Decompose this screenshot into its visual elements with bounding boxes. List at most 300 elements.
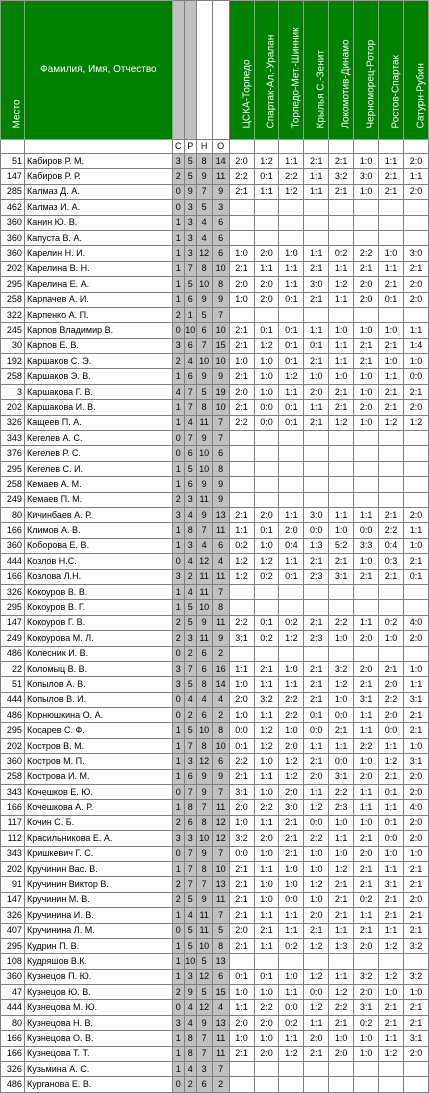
name-cell: Кабиров Р. М. [24, 154, 172, 169]
score-cell: 2:1 [304, 415, 329, 430]
score-cell [229, 200, 254, 215]
score-cell [304, 954, 329, 969]
table-row [1, 538, 429, 553]
stat-n-cell: 4 [196, 538, 212, 553]
score-cell: 1:2 [254, 723, 279, 738]
name-cell: Коборова Е. В. [24, 538, 172, 553]
stat-r-cell: 6 [184, 815, 196, 830]
place-cell: 258 [1, 369, 25, 384]
stat-col-label: О [212, 140, 229, 154]
score-cell: 3:2 [329, 169, 354, 184]
score-cell: 1:1 [403, 169, 428, 184]
score-cell: 2:0 [229, 384, 254, 399]
score-cell [403, 1062, 428, 1077]
stat-r-cell: 4 [184, 415, 196, 430]
stat-s-cell: 2 [172, 169, 184, 184]
stat-r-cell: 7 [184, 384, 196, 399]
stat-n-cell: 8 [196, 861, 212, 876]
name-cell: Карелин Н. И. [24, 246, 172, 261]
stat-o-cell: 11 [212, 169, 229, 184]
game-header [229, 1, 254, 140]
score-cell: 1:1 [304, 785, 329, 800]
game-header-label: Сатурн-Рубин [415, 63, 427, 129]
stat-n-cell: 12 [196, 1000, 212, 1015]
score-cell [329, 1077, 354, 1092]
name-cell: Кудряшов В.К. [24, 954, 172, 969]
score-cell [379, 584, 404, 599]
score-cell [304, 431, 329, 446]
score-cell [354, 446, 379, 461]
table-row [1, 861, 429, 876]
score-cell: 1:1 [403, 523, 428, 538]
score-cell: 1:0 [403, 985, 428, 1000]
name-cell: Кузнецова Н. В. [24, 1015, 172, 1030]
table-row [1, 785, 429, 800]
score-cell: 0:1 [229, 738, 254, 753]
score-cell: 2:0 [254, 292, 279, 307]
score-cell: 2:1 [403, 708, 428, 723]
place-cell: 117 [1, 815, 25, 830]
score-cell [403, 307, 428, 322]
score-cell: 1:0 [329, 1031, 354, 1046]
score-cell: 1:1 [354, 723, 379, 738]
score-cell: 1:1 [279, 384, 304, 399]
stat-n-cell: 11 [196, 569, 212, 584]
score-cell: 2:1 [304, 677, 329, 692]
stat-r-cell: 5 [184, 923, 196, 938]
score-cell: 1:0 [254, 785, 279, 800]
score-cell: 2:0 [403, 292, 428, 307]
score-cell: 3:1 [329, 769, 354, 784]
subheader-blank [304, 140, 329, 154]
stat-s-cell: 1 [172, 477, 184, 492]
score-cell: 2:0 [329, 1046, 354, 1061]
score-cell: 2:2 [229, 754, 254, 769]
stat-n-cell: 6 [196, 708, 212, 723]
stat-n-cell: 5 [196, 384, 212, 399]
score-cell: 2:0 [279, 523, 304, 538]
score-cell: 2:1 [329, 554, 354, 569]
score-cell: 1:0 [379, 985, 404, 1000]
place-cell: 30 [1, 338, 25, 353]
stat-n-cell: 12 [196, 754, 212, 769]
name-cell: Кузнецова Т. Т. [24, 1046, 172, 1061]
score-cell: 0:1 [279, 292, 304, 307]
stat-o-cell: 9 [212, 492, 229, 507]
score-cell: 1:1 [329, 507, 354, 522]
score-cell: 1:0 [354, 1031, 379, 1046]
score-cell: 2:1 [229, 261, 254, 276]
stat-s-cell: 0 [172, 708, 184, 723]
score-cell [254, 446, 279, 461]
table-row [1, 277, 429, 292]
score-cell: 1:3 [329, 938, 354, 953]
score-cell: 1:0 [304, 846, 329, 861]
score-cell: 2:0 [304, 908, 329, 923]
score-cell [229, 477, 254, 492]
stat-s-cell: 1 [172, 369, 184, 384]
place-cell: 322 [1, 307, 25, 322]
stat-o-cell: 7 [212, 1062, 229, 1077]
stat-r-cell: 2 [184, 1077, 196, 1092]
place-cell: 360 [1, 969, 25, 984]
score-cell [304, 461, 329, 476]
stat-r-cell: 8 [184, 523, 196, 538]
stat-s-cell: 2 [172, 815, 184, 830]
score-cell: 2:0 [403, 507, 428, 522]
score-cell: 1:1 [329, 354, 354, 369]
stat-o-cell: 9 [212, 769, 229, 784]
score-cell [329, 461, 354, 476]
score-cell: 2:1 [254, 661, 279, 676]
stat-r-cell: 6 [184, 477, 196, 492]
stat-o-cell: 9 [212, 292, 229, 307]
stat-n-cell: 9 [196, 431, 212, 446]
table-row [1, 1031, 429, 1046]
score-cell: 2:1 [304, 754, 329, 769]
name-cell: Кузнецов Ю. В. [24, 985, 172, 1000]
stat-o-cell: 8 [212, 277, 229, 292]
score-cell: 2:1 [379, 1000, 404, 1015]
stat-r-cell: 5 [184, 154, 196, 169]
place-cell: 326 [1, 908, 25, 923]
score-cell [354, 1077, 379, 1092]
table-row [1, 307, 429, 322]
score-cell: 2:1 [403, 554, 428, 569]
place-cell: 258 [1, 292, 25, 307]
score-cell [403, 492, 428, 507]
place-cell: 295 [1, 277, 25, 292]
stat-o-cell: 9 [212, 369, 229, 384]
score-cell: 1:0 [403, 354, 428, 369]
table-row [1, 154, 429, 169]
score-cell: 2:0 [403, 1046, 428, 1061]
score-cell [329, 584, 354, 599]
score-cell [304, 307, 329, 322]
stat-r-cell: 6 [184, 292, 196, 307]
score-cell: 0:1 [379, 815, 404, 830]
score-cell: 0:0 [304, 723, 329, 738]
score-cell: 2:2 [354, 246, 379, 261]
score-cell [279, 446, 304, 461]
stat-n-cell: 11 [196, 415, 212, 430]
score-cell: 1:0 [254, 754, 279, 769]
score-cell [254, 600, 279, 615]
table-row [1, 431, 429, 446]
stat-s-cell: 1 [172, 908, 184, 923]
name-cell: Климов А. В. [24, 523, 172, 538]
stat-s-cell: 0 [172, 692, 184, 707]
stat-r-cell: 4 [184, 1000, 196, 1015]
stat-o-cell: 6 [212, 215, 229, 230]
stat-n-cell: 10 [196, 723, 212, 738]
score-cell: 1:0 [354, 415, 379, 430]
score-cell: 0:2 [329, 246, 354, 261]
name-cell: Канин Ю. В. [24, 215, 172, 230]
stat-n-cell: 8 [196, 261, 212, 276]
stat-r-cell: 5 [184, 461, 196, 476]
stat-n-cell: 9 [196, 846, 212, 861]
score-cell: 3:2 [403, 969, 428, 984]
place-cell: 360 [1, 230, 25, 245]
score-cell: 2:0 [254, 277, 279, 292]
name-cell: Костров М. П. [24, 754, 172, 769]
score-cell: 2:0 [304, 769, 329, 784]
score-cell: 1:2 [329, 677, 354, 692]
stat-s-cell: 2 [172, 631, 184, 646]
name-cell: Карпачев А. И. [24, 292, 172, 307]
score-cell: 2:2 [304, 831, 329, 846]
score-cell [354, 492, 379, 507]
table-row [1, 754, 429, 769]
score-cell: 2:0 [229, 800, 254, 815]
score-cell: 1:2 [304, 1000, 329, 1015]
score-cell: 1:1 [354, 785, 379, 800]
subheader-blank [229, 140, 254, 154]
score-cell [254, 461, 279, 476]
score-cell: 1:1 [304, 323, 329, 338]
score-cell [254, 477, 279, 492]
score-cell [329, 600, 354, 615]
score-cell: 1:0 [254, 384, 279, 399]
score-cell: 1:0 [329, 523, 354, 538]
score-cell: 2:2 [229, 615, 254, 630]
subheader-blank [24, 140, 172, 154]
score-cell: 1:0 [254, 354, 279, 369]
score-cell: 0:1 [279, 400, 304, 415]
score-cell: 2:0 [379, 677, 404, 692]
score-cell: 1:0 [254, 892, 279, 907]
score-cell: 2:0 [403, 631, 428, 646]
stat-n-cell: 11 [196, 923, 212, 938]
stat-s-cell: 3 [172, 661, 184, 676]
score-cell: 1:3 [304, 538, 329, 553]
name-cell: Кришкевич Г. С. [24, 846, 172, 861]
table-row [1, 477, 429, 492]
table-row [1, 800, 429, 815]
score-cell: 2:1 [379, 892, 404, 907]
subheader-blank [379, 140, 404, 154]
stat-n-cell: 9 [196, 1015, 212, 1030]
score-cell: 0:1 [254, 969, 279, 984]
score-cell: 3:2 [354, 969, 379, 984]
score-cell: 2:1 [354, 923, 379, 938]
stat-r-cell: 4 [184, 1015, 196, 1030]
name-cell: Кегелев А. С. [24, 431, 172, 446]
score-cell [279, 461, 304, 476]
stat-o-cell: 6 [212, 969, 229, 984]
score-cell [254, 492, 279, 507]
score-cell: 1:0 [229, 1031, 254, 1046]
place-cell: 166 [1, 800, 25, 815]
stat-r-cell: 5 [184, 677, 196, 692]
score-cell [354, 461, 379, 476]
stat-n-cell: 9 [196, 507, 212, 522]
stat-r-cell: 3 [184, 230, 196, 245]
stat-n-cell: 8 [196, 738, 212, 753]
score-cell [354, 477, 379, 492]
score-cell: 1:1 [254, 815, 279, 830]
stat-o-cell: 7 [212, 846, 229, 861]
name-cell: Калмаз Д. А. [24, 184, 172, 199]
stat-n-cell: 12 [196, 246, 212, 261]
score-cell [403, 477, 428, 492]
score-cell: 2:1 [279, 846, 304, 861]
score-cell: 1:0 [354, 754, 379, 769]
score-cell: 1:1 [354, 908, 379, 923]
stat-n-cell: 6 [196, 1077, 212, 1092]
score-cell: 1:0 [379, 631, 404, 646]
stat-s-cell: 1 [172, 1031, 184, 1046]
score-cell: 0:2 [279, 938, 304, 953]
stat-r-cell: 7 [184, 861, 196, 876]
place-cell: 486 [1, 1077, 25, 1092]
score-cell: 2:1 [403, 384, 428, 399]
score-cell: 2:0 [304, 1031, 329, 1046]
stat-o-cell: 13 [212, 1015, 229, 1030]
score-cell: 3:1 [229, 785, 254, 800]
score-cell: 2:2 [329, 1000, 354, 1015]
score-cell: 4:0 [403, 615, 428, 630]
score-cell: 2:1 [403, 261, 428, 276]
stat-r-cell: 5 [184, 892, 196, 907]
score-cell: 0:4 [379, 538, 404, 553]
score-cell: 1:0 [354, 384, 379, 399]
stat-o-cell: 13 [212, 507, 229, 522]
score-cell [403, 230, 428, 245]
stat-o-cell: 2 [212, 646, 229, 661]
stat-r-cell: 3 [184, 246, 196, 261]
score-cell: 2:1 [279, 815, 304, 830]
name-cell: Кудрин П. В. [24, 938, 172, 953]
stat-o-cell: 5 [212, 923, 229, 938]
score-cell: 1:0 [304, 892, 329, 907]
score-cell: 1:2 [379, 969, 404, 984]
score-cell: 1:2 [329, 277, 354, 292]
score-cell [254, 1077, 279, 1092]
score-cell: 1:2 [403, 415, 428, 430]
score-cell: 2:1 [379, 661, 404, 676]
score-cell: 2:1 [304, 554, 329, 569]
table-row [1, 338, 429, 353]
name-cell: Козлов Н.С. [24, 554, 172, 569]
stat-r-cell: 7 [184, 400, 196, 415]
score-cell: 2:1 [229, 323, 254, 338]
stat-n-cell: 4 [196, 215, 212, 230]
score-cell: 1:2 [379, 1046, 404, 1061]
stat-s-cell: 1 [172, 523, 184, 538]
subheader-blank [1, 140, 25, 154]
score-cell: 0:1 [379, 785, 404, 800]
score-cell: 1:4 [403, 338, 428, 353]
score-cell: 1:1 [304, 169, 329, 184]
place-cell: 202 [1, 738, 25, 753]
score-cell: 0:3 [379, 554, 404, 569]
score-cell: 5:2 [329, 538, 354, 553]
score-cell [403, 600, 428, 615]
score-cell: 2:0 [379, 708, 404, 723]
score-cell: 1:2 [304, 938, 329, 953]
stat-s-cell: 3 [172, 507, 184, 522]
score-cell: 1:0 [354, 323, 379, 338]
score-cell: 1:0 [354, 554, 379, 569]
score-cell: 1:1 [279, 507, 304, 522]
score-cell: 2:1 [329, 877, 354, 892]
score-cell: 1:0 [279, 861, 304, 876]
stat-r-cell: 4 [184, 354, 196, 369]
score-cell: 2:0 [354, 292, 379, 307]
score-cell [279, 954, 304, 969]
stat-r-cell: 5 [184, 938, 196, 953]
score-cell: 1:1 [279, 677, 304, 692]
score-cell: 2:1 [229, 400, 254, 415]
stat-n-cell: 10 [196, 446, 212, 461]
score-cell: 2:1 [354, 877, 379, 892]
score-cell: 1:2 [304, 877, 329, 892]
table-row [1, 200, 429, 215]
stat-o-cell: 11 [212, 892, 229, 907]
place-cell: 80 [1, 507, 25, 522]
score-cell: 1:1 [279, 261, 304, 276]
stat-o-cell: 8 [212, 461, 229, 476]
name-cell: Каршаков Э. В. [24, 369, 172, 384]
score-cell: 2:1 [354, 261, 379, 276]
place-cell: 192 [1, 354, 25, 369]
score-cell: 0:1 [279, 338, 304, 353]
stat-o-cell: 13 [212, 877, 229, 892]
stat-o-cell: 2 [212, 1077, 229, 1092]
table-row [1, 877, 429, 892]
score-cell: 2:2 [379, 692, 404, 707]
place-cell: 108 [1, 954, 25, 969]
score-cell: 1:0 [254, 369, 279, 384]
stat-n-cell: 9 [196, 292, 212, 307]
place-cell: 47 [1, 985, 25, 1000]
score-cell: 1:1 [329, 923, 354, 938]
table-row [1, 1062, 429, 1077]
stat-s-cell: 3 [172, 677, 184, 692]
score-cell [279, 230, 304, 245]
score-cell: 2:1 [329, 154, 354, 169]
score-cell: 0:0 [254, 400, 279, 415]
stat-s-cell: 2 [172, 492, 184, 507]
stat-n-cell: 9 [196, 785, 212, 800]
score-cell: 1:0 [354, 184, 379, 199]
stat-o-cell: 12 [212, 815, 229, 830]
score-cell: 1:1 [254, 938, 279, 953]
score-cell: 2:1 [354, 569, 379, 584]
score-cell: 3:2 [403, 938, 428, 953]
score-cell: 3:3 [354, 538, 379, 553]
score-cell [329, 307, 354, 322]
score-cell: 0:0 [254, 415, 279, 430]
place-cell: 326 [1, 584, 25, 599]
score-cell [254, 646, 279, 661]
score-cell: 2:1 [229, 338, 254, 353]
score-cell: 1:0 [254, 877, 279, 892]
score-cell: 1:1 [379, 800, 404, 815]
score-cell: 1:1 [279, 1031, 304, 1046]
score-cell [279, 584, 304, 599]
place-cell: 112 [1, 831, 25, 846]
score-cell: 1:1 [254, 184, 279, 199]
score-cell: 1:2 [304, 969, 329, 984]
score-cell [254, 954, 279, 969]
stat-s-cell: 1 [172, 969, 184, 984]
table-row [1, 1077, 429, 1092]
score-cell: 0:0 [403, 369, 428, 384]
table-row [1, 415, 429, 430]
